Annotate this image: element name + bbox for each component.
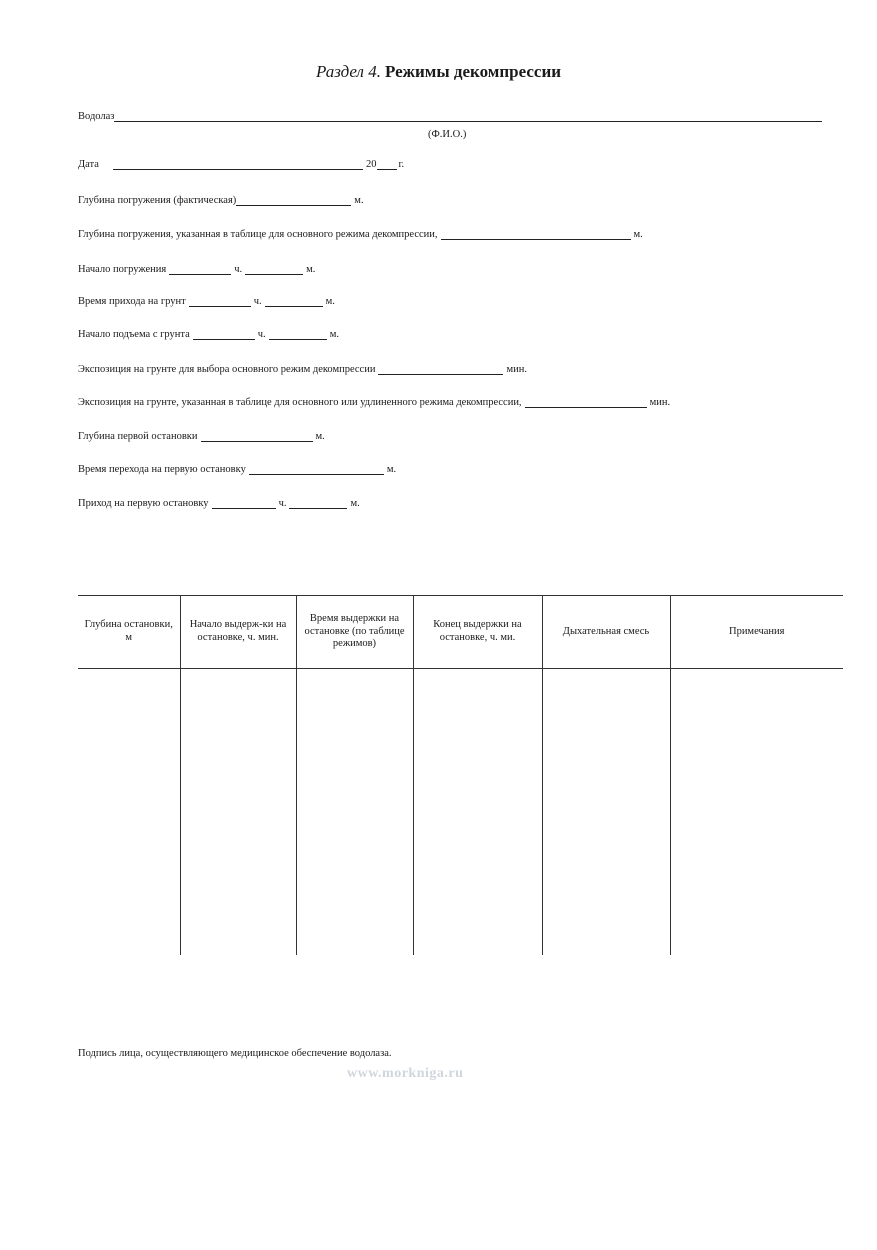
exposure-table-unit: мин.: [649, 397, 671, 408]
dive-start-min-field[interactable]: [245, 263, 303, 275]
ascent-start-m-unit: м.: [329, 329, 339, 340]
date-row: [78, 156, 404, 170]
ascent-start-min-field[interactable]: [269, 328, 327, 340]
exposure-table-field[interactable]: [525, 396, 647, 408]
transition-time-label: Время перехода на первую остановку: [78, 464, 246, 475]
section-title: Режимы декомпрессии: [384, 62, 562, 81]
dive-start-h-unit: ч.: [234, 264, 243, 275]
exposure-table-row: [78, 394, 670, 408]
depth-actual-row: [78, 192, 364, 206]
date-label: Дата: [78, 159, 99, 170]
col-header-stop-depth: Глубина остановки, м: [78, 596, 180, 669]
depth-actual-field[interactable]: [236, 194, 351, 206]
depth-actual-label: Глубина погружения (фактическая): [78, 195, 237, 206]
exposure-table-label: Экспозиция на грунте, указанная в таблице для основного или удлиненного режима декомпрессии,: [78, 397, 522, 408]
first-stop-depth-label: Глубина первой остановки: [78, 431, 198, 442]
ascent-start-row: [78, 326, 339, 340]
first-stop-arrival-row: [78, 495, 360, 509]
col-header-hold-start: Начало выдерж-ки на остановке, ч. мин.: [180, 596, 296, 669]
table-row: [78, 669, 843, 956]
signature-line: Подпись лица, осуществляющего медицинское обеспечение водолаза.: [78, 1048, 392, 1059]
first-stop-arrival-hours-field[interactable]: [212, 497, 276, 509]
transition-time-row: [78, 461, 396, 475]
fio-caption: (Ф.И.О.): [428, 129, 467, 140]
dive-start-m-unit: м.: [306, 264, 316, 275]
dive-start-label: Начало погружения: [78, 264, 167, 275]
year-suffix: г.: [398, 159, 405, 170]
decompression-stops-table: [78, 595, 843, 955]
cell-hold-start[interactable]: [180, 669, 296, 956]
depth-table-unit: м.: [633, 229, 643, 240]
ascent-start-label: Начало подъема с грунта: [78, 329, 190, 340]
cell-breathing-mix[interactable]: [542, 669, 670, 956]
diver-label: Водолаз: [78, 111, 115, 122]
cell-hold-end[interactable]: [413, 669, 542, 956]
ascent-start-h-unit: ч.: [257, 329, 266, 340]
cell-stop-depth[interactable]: [78, 669, 180, 956]
depth-table-label: Глубина погружения, указанная в таблице для основного режима декомпрессии,: [78, 229, 438, 240]
col-header-hold-time: Время выдержки на остановке (по таблице режимов): [296, 596, 413, 669]
ascent-start-hours-field[interactable]: [193, 328, 255, 340]
transition-time-field[interactable]: [249, 463, 384, 475]
depth-table-row: [78, 226, 643, 240]
bottom-arrival-h-unit: ч.: [253, 296, 262, 307]
exposure-select-unit: мин.: [506, 364, 527, 375]
bottom-arrival-label: Время прихода на грунт: [78, 296, 186, 307]
exposure-select-row: [78, 361, 527, 375]
dive-start-hours-field[interactable]: [169, 263, 231, 275]
table-header-row: [78, 596, 843, 669]
diver-name-field[interactable]: [114, 110, 822, 122]
col-header-breathing-mix: Дыхательная смесь: [542, 596, 670, 669]
exposure-select-field[interactable]: [378, 363, 503, 375]
first-stop-depth-unit: м.: [315, 431, 325, 442]
col-header-hold-end: Конец выдержки на остановке, ч. ми.: [413, 596, 542, 669]
transition-time-unit: м.: [386, 464, 397, 475]
first-stop-arrival-min-field[interactable]: [289, 497, 347, 509]
bottom-arrival-m-unit: м.: [325, 296, 335, 307]
section-number: Раздел 4.: [315, 62, 381, 81]
first-stop-arrival-label: Приход на первую остановку: [78, 498, 209, 509]
depth-table-field[interactable]: [441, 228, 631, 240]
depth-actual-unit: м.: [354, 195, 364, 206]
first-stop-depth-row: [78, 428, 325, 442]
col-header-notes: Примечания: [670, 596, 843, 669]
date-field[interactable]: [113, 158, 363, 170]
bottom-arrival-hours-field[interactable]: [189, 295, 251, 307]
cell-hold-time[interactable]: [296, 669, 413, 956]
exposure-select-label: Экспозиция на грунте для выбора основного режим декомпрессии: [78, 364, 376, 375]
bottom-arrival-row: [78, 293, 335, 307]
first-stop-arrival-m-unit: м.: [350, 498, 360, 509]
year-prefix: 20: [365, 159, 377, 170]
year-field[interactable]: [377, 158, 397, 170]
first-stop-arrival-h-unit: ч.: [278, 498, 287, 509]
diver-row: [78, 108, 825, 122]
cell-notes[interactable]: [670, 669, 843, 956]
page-title: [0, 62, 877, 82]
first-stop-depth-field[interactable]: [201, 430, 313, 442]
watermark-text: www.morkniga.ru: [347, 1066, 464, 1081]
dive-start-row: [78, 261, 315, 275]
bottom-arrival-min-field[interactable]: [265, 295, 323, 307]
